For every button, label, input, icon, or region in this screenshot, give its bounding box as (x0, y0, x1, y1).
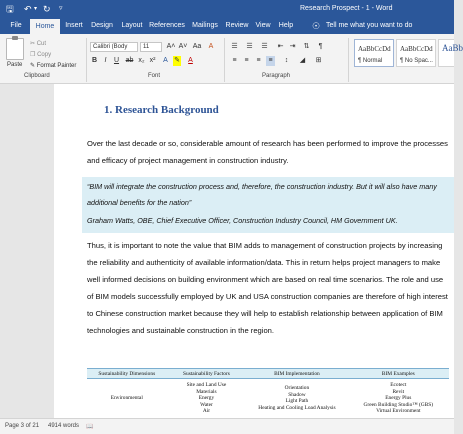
font-group-label: Font (148, 73, 161, 79)
tell-me-search[interactable]: Tell me what you want to do (326, 22, 413, 29)
undo-icon[interactable]: ↶ (24, 4, 32, 14)
quote-block (82, 177, 454, 233)
table-cell: Orientation Shadow Light Path Heating and Cooling Load Analysis (258, 385, 336, 412)
sort-icon[interactable]: ⇅ (303, 43, 310, 50)
tab-help[interactable]: Help (278, 22, 294, 29)
grow-font-icon[interactable]: A˄ (166, 43, 176, 50)
bold-button[interactable]: B (91, 57, 98, 64)
format-painter-button[interactable]: ✎ Format Painter (30, 63, 77, 69)
paste-button[interactable]: Paste (7, 62, 23, 68)
shading-icon[interactable]: ◢ (299, 57, 306, 64)
table-header: Sustainability Factors (167, 369, 247, 379)
decrease-indent-icon[interactable]: ⇤ (277, 43, 284, 50)
group-divider (348, 38, 349, 82)
change-case-icon[interactable]: Aa (192, 43, 202, 50)
font-color-icon[interactable]: A (188, 57, 193, 64)
subscript-icon[interactable]: x₂ (138, 57, 145, 64)
table-row (87, 379, 449, 415)
table-cell: Ecotect Revit Energy Plus Green Building Studio™ (GBS) Virtual Environment (363, 382, 434, 415)
text-effects-icon[interactable]: A (163, 57, 168, 64)
clear-formatting-icon[interactable]: A (208, 43, 214, 50)
copy-icon: ❐ (30, 52, 36, 58)
style-no-spacing[interactable] (396, 39, 436, 67)
document-area (0, 84, 454, 418)
page-count[interactable]: Page 3 of 21 (5, 423, 40, 429)
italic-button[interactable]: I (104, 57, 107, 64)
show-formatting-icon[interactable]: ¶ (318, 43, 323, 50)
highlight-icon[interactable]: ✎ (174, 57, 180, 64)
word-count[interactable]: 4914 words (48, 423, 80, 429)
style-name: ¶ No Spac... (400, 58, 433, 64)
style-sample: AaBbCcDd (358, 45, 391, 53)
cut-button[interactable]: ✂ Cut (30, 41, 47, 47)
table-header: BIM Implementation (246, 369, 347, 379)
scissors-icon: ✂ (30, 41, 36, 47)
tab-review[interactable]: Review (225, 22, 249, 29)
tab-mailings[interactable]: Mailings (192, 22, 218, 29)
tab-insert[interactable]: Insert (65, 22, 83, 29)
table-cell: Site and Land Use Materials Energy Water Air (186, 382, 227, 415)
paste-icon[interactable] (6, 38, 24, 60)
justify-icon[interactable]: ≡ (266, 56, 275, 66)
brush-icon: ✎ (30, 63, 36, 69)
sustainability-table (87, 368, 449, 415)
customize-icon[interactable]: ▿ (59, 5, 63, 12)
tab-file[interactable]: File (10, 22, 22, 29)
section-heading: 1. Research Background (104, 104, 219, 116)
document-page[interactable] (54, 84, 454, 418)
lightbulb-icon: ☉ (312, 21, 321, 31)
paragraph-group-label: Paragraph (262, 73, 291, 79)
shrink-font-icon[interactable]: A˅ (178, 43, 188, 50)
style-name: ¶ Normal (358, 58, 383, 64)
align-center-icon[interactable]: ≡ (244, 57, 249, 64)
table-cell: Environmental (110, 395, 143, 402)
undo-dropdown-icon[interactable]: ▾ (34, 6, 38, 12)
superscript-icon[interactable]: x² (149, 57, 156, 64)
save-icon[interactable]: 🖫 (6, 4, 14, 14)
tab-layout[interactable]: Layout (121, 22, 143, 29)
strikethrough-icon[interactable]: ab (125, 57, 134, 64)
redo-icon[interactable]: ↻ (43, 4, 51, 14)
font-name-select[interactable]: Calibri (Body (90, 42, 138, 52)
status-bar (0, 418, 454, 434)
tab-home[interactable]: Home (30, 19, 60, 34)
style-heading[interactable] (438, 39, 463, 67)
style-sample: AaBbCcDd (400, 45, 433, 53)
group-divider (224, 38, 225, 82)
table-header: Sustainability Dimensions (87, 369, 167, 379)
tab-references[interactable]: References (149, 22, 185, 29)
clipboard-group-label: Clipboard (24, 73, 50, 79)
proofing-icon[interactable]: 📖 (86, 424, 94, 430)
underline-button[interactable]: U (113, 57, 120, 64)
line-spacing-icon[interactable]: ↕ (284, 57, 289, 64)
tab-view[interactable]: View (255, 22, 271, 29)
paragraph-bim-value: Thus, it is important to note the value that BIM adds to management of construction projects by increasing the reliability and authenticity of available information/data. This in return helps project managers to make well informed decisions on building environment which are based on real time scenarios. The role and use of BIM models successfully employed by UK and USA construction companies are therefore of high interest to Chinese construction market because they will help to establish relationship between application of BIM technologies and sustainable construction in the region. (87, 241, 448, 335)
increase-indent-icon[interactable]: ⇥ (289, 43, 296, 50)
window-title: Research Prospect - 1 - Word (300, 5, 393, 12)
table-header: BIM Examples (348, 369, 449, 379)
numbering-icon[interactable]: ☰ (246, 43, 253, 50)
ribbon-home (0, 34, 463, 84)
group-divider (86, 38, 87, 82)
font-size-select[interactable]: 11 (140, 42, 162, 52)
quote-attribution: Graham Watts, OBE, Chief Executive Officer, Construction Industry Council, HM Government UK. (87, 216, 398, 225)
paragraph-intro: Over the last decade or so, considerable amount of research has been performed to improve the processes and efficacy of project management in construction industry. (87, 139, 448, 165)
ribbon-tabs (0, 18, 454, 34)
title-bar (0, 0, 454, 18)
style-sample: AaBb (442, 43, 463, 53)
align-left-icon[interactable]: ≡ (232, 57, 237, 64)
borders-icon[interactable]: ⊞ (315, 57, 322, 64)
align-right-icon[interactable]: ≡ (256, 57, 261, 64)
quote-text: “BIM will integrate the construction process and, therefore, the construction industry. But it will also have many additional benefits for the nation” (87, 182, 437, 207)
bullets-icon[interactable]: ☰ (231, 43, 238, 50)
copy-button[interactable]: ❐ Copy (30, 52, 52, 58)
style-normal[interactable] (354, 39, 394, 67)
tab-design[interactable]: Design (91, 22, 113, 29)
multilevel-list-icon[interactable]: ☰ (261, 43, 268, 50)
